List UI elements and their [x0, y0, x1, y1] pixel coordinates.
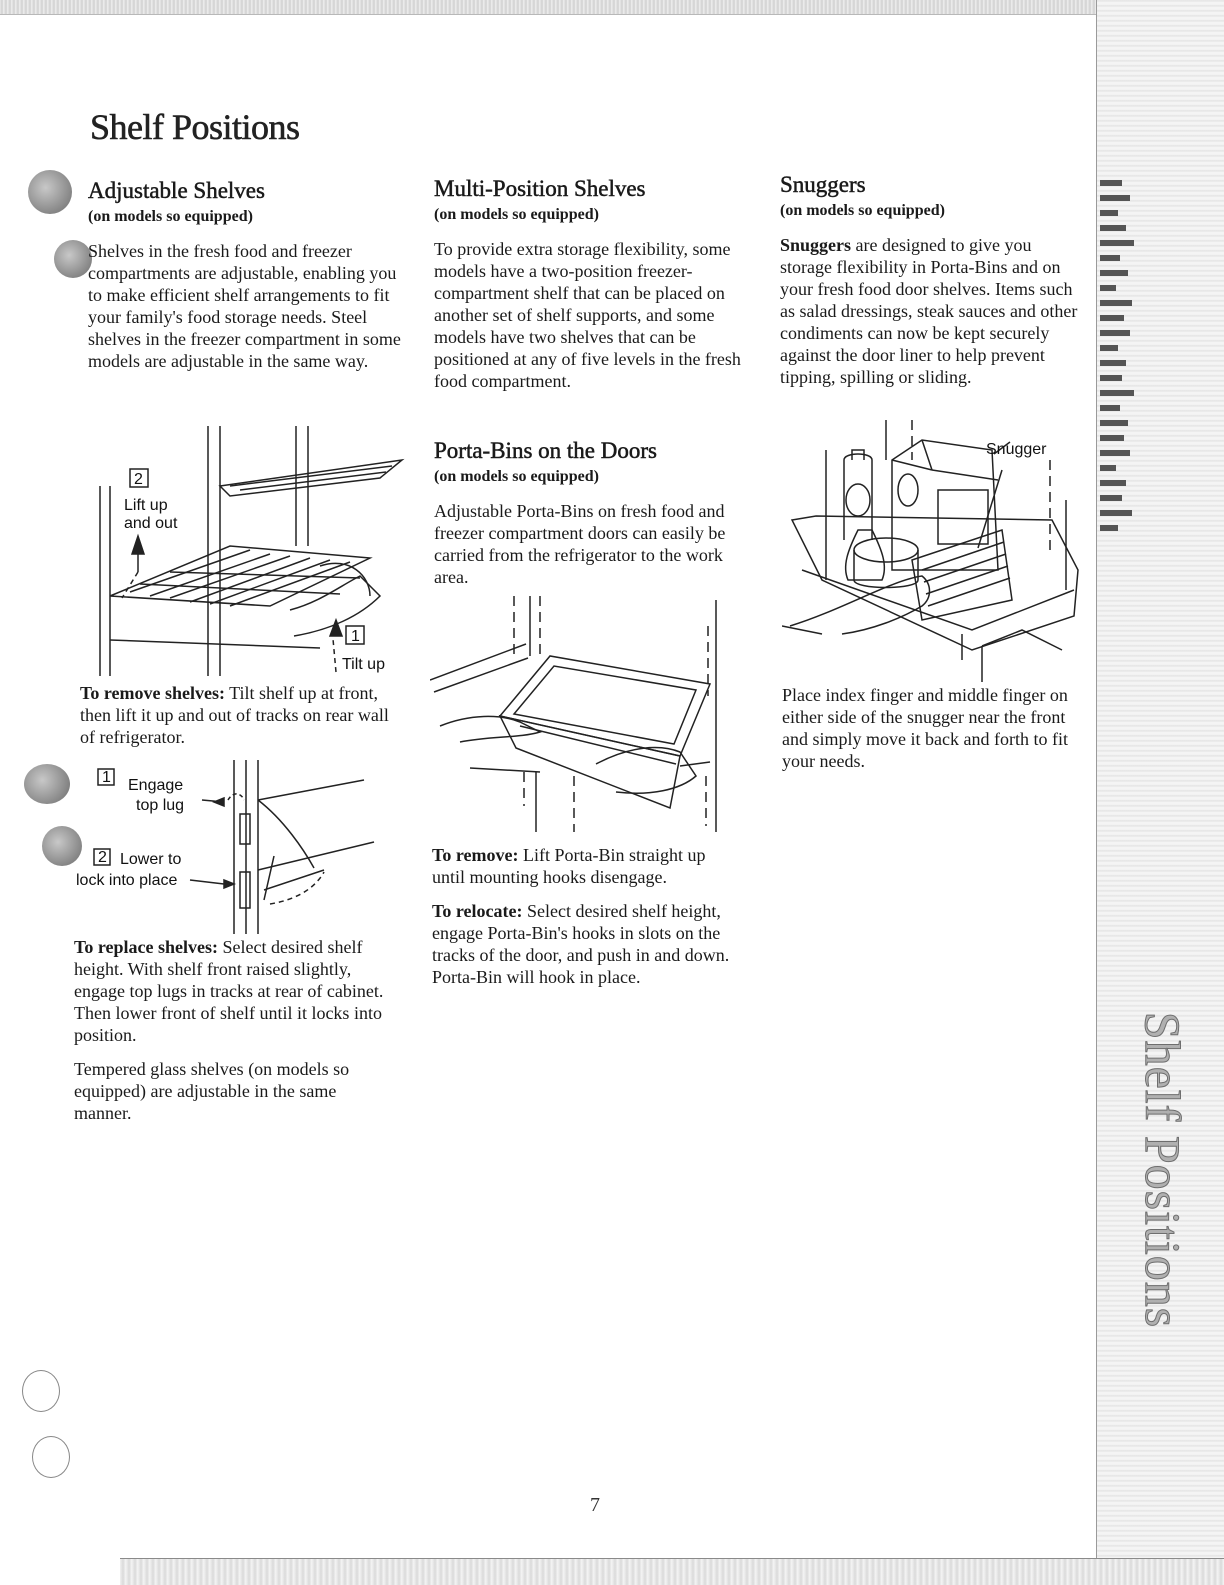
page-title: Shelf Positions: [90, 107, 300, 147]
section-note: (on models so equipped): [88, 208, 253, 225]
remove-lead: To remove shelves:: [80, 683, 225, 703]
fig-callout: top lug: [136, 797, 185, 814]
snugger-caption-block: [782, 684, 1082, 784]
page-number: 7: [590, 1494, 600, 1516]
side-tab-label: Shelf Positions: [1135, 1011, 1192, 1329]
section-note: (on models so equipped): [434, 206, 599, 223]
fig-callout: Lift up: [124, 497, 168, 514]
snugger-illustration: [782, 420, 1082, 682]
multi-position-section: [434, 176, 744, 404]
replace-shelf-illustration: [74, 760, 394, 934]
snugger-caption: Place index finger and middle finger on either side of the snugger near the front and simply move it back and forth to fit your needs.: [782, 685, 1068, 771]
relocate-lead: To relocate:: [432, 901, 523, 921]
snugger-figure: [782, 420, 1082, 687]
fig-step-number: 1: [351, 628, 360, 645]
section-note: (on models so equipped): [434, 468, 599, 485]
section-heading: Snuggers: [780, 172, 866, 197]
fig-callout: and out: [124, 515, 178, 532]
replace-lead: To replace shelves:: [74, 937, 218, 957]
side-index-marks: [1100, 180, 1140, 560]
fig-callout: Tilt up: [342, 656, 385, 673]
section-body: are designed to give you storage flexibility in Porta-Bins and on your fresh food door shelves. Items such as salad dressings, steak sauces and other condiments can now be kept securely against the door liner to help prevent tipping, spilling or sliding.: [780, 235, 1078, 387]
fig-callout: lock into place: [76, 872, 178, 889]
section-body: Shelves in the fresh food and freezer compartments are adjustable, enabling you to make efficient shelf arrangements to fit your family's food storage needs. Steel shelves in the freezer compartment in some models are adjustable in the same way.: [88, 241, 401, 371]
snuggers-section: [780, 172, 1080, 400]
section-body: To provide extra storage flexibility, some models have a two-position freezer-compartment shelf that can be placed on another set of shelf supports, and some models have two shelves that can be positioned at any of five levels in the fresh food compartment.: [434, 239, 741, 391]
fig-callout: Snugger: [986, 441, 1047, 458]
scan-edge-top: [0, 0, 1096, 15]
section-heading: Multi-Position Shelves: [434, 176, 646, 201]
binder-hole: [54, 240, 92, 278]
replace-shelf-figure: [74, 760, 394, 939]
remove-shelves-text: [80, 682, 400, 760]
section-heading: Porta-Bins on the Doors: [434, 438, 657, 463]
relocate-text: Select desired shelf height, engage Porta-Bin's hooks in slots on the tracks of the door, and push in and down. Porta-Bin will hook in place.: [432, 901, 730, 987]
section-body: Adjustable Porta-Bins on fresh food and freezer compartment doors can easily be carried from the refrigerator to the work area.: [434, 501, 726, 587]
porta-bins-section: [434, 438, 744, 600]
porta-bin-figure: [430, 596, 730, 837]
fig-step-number: 2: [134, 471, 143, 488]
remove-shelf-figure: [80, 426, 410, 687]
porta-bin-illustration: [430, 596, 730, 832]
scan-edge-bottom: [120, 1558, 1224, 1585]
porta-bins-instructions: [432, 844, 742, 1000]
binder-hole: [22, 1370, 60, 1412]
fig-step-number: 1: [102, 769, 111, 786]
fig-step-number: 2: [98, 849, 107, 866]
section-heading: Adjustable Shelves: [88, 178, 265, 203]
fig-callout: Lower to: [120, 851, 182, 868]
remove-shelf-illustration: [80, 426, 410, 682]
binder-hole: [24, 764, 70, 804]
glass-shelves-text: Tempered glass shelves (on models so equipped) are adjustable in the same manner.: [74, 1059, 350, 1123]
snuggers-lead: Snuggers: [780, 235, 852, 255]
replace-shelves-text: [74, 936, 394, 1136]
fig-callout: Engage: [128, 777, 184, 794]
adjustable-shelves-section: [88, 178, 408, 384]
section-note: (on models so equipped): [780, 202, 945, 219]
replace-text: Select desired shelf height. With shelf front raised slightly, engage top lugs in tracks at rear of cabinet. Then lower front of shelf until it locks into position.: [74, 937, 384, 1045]
side-tab: [1118, 1011, 1208, 1329]
remove-text: Lift Porta-Bin straight up until mounting hooks disengage.: [432, 845, 706, 887]
binder-hole: [28, 170, 72, 214]
remove-lead: To remove:: [432, 845, 519, 865]
binder-hole: [32, 1436, 70, 1478]
remove-text: Tilt shelf up at front, then lift it up and out of tracks on rear wall of refrigerator.: [80, 683, 389, 747]
